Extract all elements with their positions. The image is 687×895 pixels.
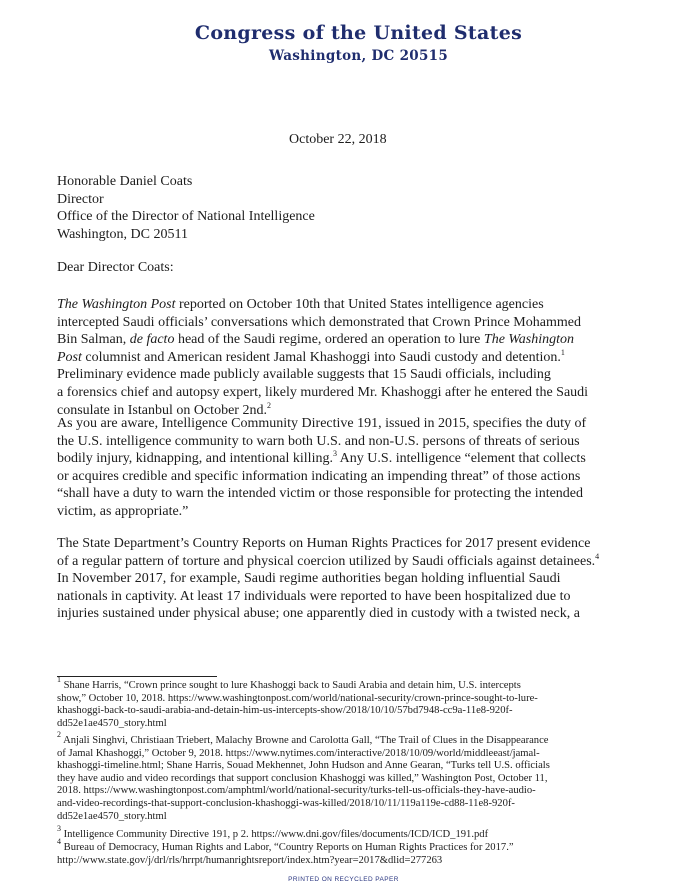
footnote-line[interactable]: show,” October 10, 2018. https://www.washingtonpost.com/world/national-security/crown-prince-sought-to-lure- (57, 692, 538, 704)
text-run: Any U.S. intelligence “element that collects (336, 451, 586, 467)
recipient-name: Honorable Daniel Coats (57, 174, 193, 189)
text-run: Bin Salman, (57, 332, 130, 348)
paragraph-line: “shall have a duty to warn the intended victim or those responsible for protecting the intended (57, 486, 584, 502)
footnote-line: they have audio and video recordings that support conclusion Khashoggi was killed,” Washington Post, October 11, (57, 772, 548, 784)
recycled-paper-notice: PRINTED ON RECYCLED PAPER (288, 876, 399, 883)
paragraph-line: victim, as appropriate.” (57, 503, 189, 519)
recipient-city: Washington, DC 20511 (57, 226, 188, 242)
footnote-4 (57, 837, 514, 867)
footnote-line[interactable]: dd52e1ae4570_story.html (57, 810, 167, 822)
footnote-line (57, 824, 489, 842)
footnote-line[interactable]: of Jamal Khashoggi,” October 9, 2018. https://www.nytimes.com/interactive/2018/10/09/world/middleeast/jamal- (57, 747, 540, 759)
footnote-divider (57, 676, 217, 677)
paragraph-line: The State Department’s Country Reports on Human Rights Practices for 2017 present evidence (57, 536, 591, 551)
footnote-line[interactable]: khashoggi-back-to-saudi-arabia-and-detain-him-us-intercepts-show/2018/10/10/57bd7948-cc9a-11e8-920f- (57, 705, 513, 717)
publication-title: The Washington Post (57, 297, 176, 312)
letterhead (0, 22, 687, 64)
paragraph-line: nationals in captivity. At least 17 individuals were reported to have been hospitalized due to (57, 588, 571, 604)
recipient-title: Director (57, 191, 104, 207)
paragraph-line (57, 349, 657, 367)
text-run: bodily injury, kidnapping, and intentional killing. (57, 451, 333, 467)
footnote-3 (57, 824, 489, 842)
footnote-line[interactable]: and-video-recordings-that-support-conclusion-khashoggi-was-killed/2018/10/11/119a119e-cd88-11e8-920f- (57, 797, 515, 809)
footnote-line[interactable]: 2018. https://www.washingtonpost.com/amphtml/world/national-security/turks-tell-us-officials-they-have-audio- (57, 785, 536, 797)
text-run: reported on October 10th that United States intelligence agencies (175, 297, 544, 312)
footnote-line[interactable]: dd52e1ae4570_story.html (57, 717, 167, 729)
paragraph-1 (57, 296, 657, 419)
paragraph-2 (57, 415, 657, 521)
footnote-ref[interactable]: 1 (560, 347, 565, 357)
footnote-2 (57, 730, 550, 823)
publication-title: Post (57, 349, 82, 365)
footnote-number: 2 (57, 730, 61, 739)
paragraph-line: As you are aware, Intelligence Community Directive 191, issued in 2015, specifies the duty of (57, 416, 587, 431)
text-run: consulate in Istanbul on October 2nd. (57, 402, 267, 418)
text-run: head of the Saudi regime, ordered an operation to lure (174, 332, 484, 348)
paragraph-line (57, 450, 657, 468)
paragraph-3 (57, 535, 657, 623)
paragraph-line: Preliminary evidence made publicly available suggests that 15 Saudi officials, including (57, 367, 551, 383)
paragraph-line (57, 331, 657, 349)
paragraph-line: intercepted Saudi officials’ conversations which demonstrated that Crown Prince Mohammed (57, 314, 581, 330)
publication-title: The Washington (483, 332, 575, 348)
italic-term: de facto (129, 332, 175, 348)
footnote-line (57, 675, 538, 693)
footnote-1 (57, 675, 538, 730)
text-run: Bureau of Democracy, Human Rights and Labor, “Country Reports on Human Rights Practices for 2017.” (61, 842, 514, 853)
footnote-ref[interactable]: 3 (332, 449, 337, 459)
text-run[interactable]: Intelligence Community Directive 191, p 2. https://www.dni.gov/files/documents/ICD/ICD_191.pdf (61, 829, 489, 840)
footnote-line (57, 730, 550, 748)
footnote-number: 4 (57, 837, 61, 846)
salutation: Dear Director Coats: (57, 260, 174, 275)
footnote-ref[interactable]: 4 (595, 551, 600, 561)
letterhead-title: Congress of the United States (194, 22, 523, 44)
text-run: Anjali Singhvi, Christiaan Triebert, Malachy Browne and Carolotta Gall, “The Trail of Clues in the Disappearance (61, 735, 549, 746)
paragraph-line: In November 2017, for example, Saudi regime authorities began holding influential Saudi (57, 571, 561, 587)
footnote-number: 1 (57, 675, 61, 684)
paragraph-line: injuries sustained under physical abuse; one apparently died in custody with a twisted neck, a (57, 606, 580, 622)
recipient-office: Office of the Director of National Intelligence (57, 209, 315, 224)
text-run: of a regular pattern of torture and physical coercion utilized by Saudi officials against detainees. (57, 553, 596, 569)
letter-date: October 22, 2018 (289, 132, 387, 147)
paragraph-line: or acquires credible and specific information indicating an impending threat” of those actions (57, 468, 581, 484)
letterhead-address: Washington, DC 20515 (268, 48, 449, 64)
footnote-number: 3 (57, 824, 61, 833)
paragraph-line (57, 296, 657, 314)
text-run: Shane Harris, “Crown prince sought to lure Khashoggi back to Saudi Arabia and detain him, U.S. intercepts (61, 680, 521, 691)
paragraph-line (57, 553, 657, 571)
footnote-line[interactable]: http://www.state.gov/j/drl/rls/hrrpt/humanrightsreport/index.htm?year=2017&dlid=277263 (57, 854, 443, 866)
text-run: columnist and American resident Jamal Khashoggi into Saudi custody and detention. (81, 349, 561, 365)
footnote-line: khashoggi-timeline.html; Shane Harris, Souad Mekhennet, John Hudson and Anne Gearan, “Turks tell U.S. officials (57, 760, 550, 772)
paragraph-line: a forensics chief and autopsy expert, likely murdered Mr. Khashoggi after he entered the Saudi (57, 384, 589, 400)
footnote-ref[interactable]: 2 (266, 400, 271, 410)
paragraph-line: the U.S. intelligence community to warn both U.S. and non-U.S. persons of threats of serious (57, 433, 580, 449)
footnote-line (57, 837, 514, 855)
recipient-address (57, 173, 315, 243)
